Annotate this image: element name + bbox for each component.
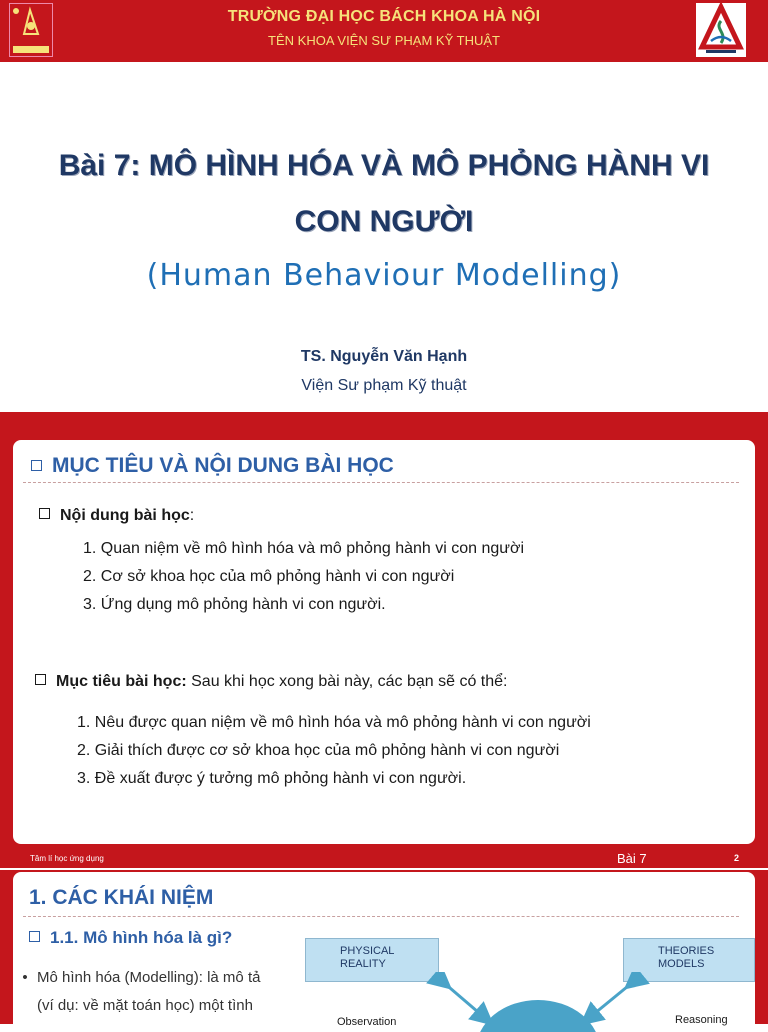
institute-emblem-icon <box>696 3 746 57</box>
university-name: TRƯỜNG ĐẠI HỌC BÁCH KHOA HÀ NỘI <box>227 8 541 25</box>
concepts-subheading <box>29 928 232 948</box>
theories-models-line2: MODELS <box>658 958 705 970</box>
goal-section-label <box>35 673 507 691</box>
content-list <box>83 535 524 619</box>
checkbox-bullet-icon <box>29 931 40 942</box>
physical-reality-line1: PHYSICAL <box>340 945 395 957</box>
concepts-card <box>13 872 755 1032</box>
footer-course-name: Tâm lí học ứng dụng <box>30 854 104 863</box>
footer-lesson: Bài 7 <box>617 851 647 866</box>
department-name: TÊN KHOA VIỆN SƯ PHẠM KỸ THUẬT <box>268 33 500 48</box>
objectives-card <box>13 440 755 844</box>
lecture-subtitle: (Human Behaviour Modelling) <box>146 258 622 293</box>
definition-line1: • Mô hình hóa (Modelling): là mô tả <box>13 964 305 992</box>
list-item: 2. Cơ sở khoa học của mô phỏng hành vi con người <box>83 568 455 585</box>
list-item: 1. Quan niệm về mô hình hóa và mô phỏng hành vi con người <box>83 540 525 557</box>
checkbox-bullet-icon <box>35 674 46 685</box>
title-slide <box>0 0 768 410</box>
physical-reality-line2: REALITY <box>340 958 386 970</box>
bullet-dot-icon: • <box>22 969 28 986</box>
checkbox-bullet-icon <box>31 460 42 471</box>
concepts-slide <box>0 870 768 1028</box>
list-item: 3. Ứng dụng mô phỏng hành vi con người. <box>83 596 386 613</box>
list-item: 2. Giải thích được cơ sở khoa học của mô phỏng hành vi con người <box>77 742 560 759</box>
objectives-slide <box>0 412 768 868</box>
author-name: TS. Nguyễn Văn Hạnh <box>300 348 468 365</box>
reasoning-label: Reasoning <box>675 1014 728 1026</box>
institute-logo <box>696 3 746 57</box>
objectives-heading <box>31 454 394 478</box>
content-label: Nội dung bài học <box>60 507 190 524</box>
footer-page-number: 2 <box>734 853 740 863</box>
divider <box>23 482 739 483</box>
lecture-title <box>30 138 738 250</box>
objectives-heading-text: MỤC TIÊU VÀ NỘI DUNG BÀI HỌC <box>52 454 394 477</box>
goal-text: Sau khi học xong bài này, các bạn sẽ có thể: <box>186 673 508 690</box>
slide-header <box>0 0 768 62</box>
observation-arrow <box>443 982 485 1018</box>
lecture-title-line1: Bài 7: MÔ HÌNH HÓA VÀ MÔ PHỎNG HÀNH VI <box>58 149 710 182</box>
goal-list <box>77 709 591 793</box>
definition-text <box>13 964 305 1020</box>
goal-label: Mục tiêu bài học: <box>56 673 187 690</box>
reasoning-arrow <box>589 982 633 1018</box>
theories-models-line1: THEORIES <box>658 945 715 957</box>
diagram-center-circle <box>476 1000 600 1032</box>
content-colon: : <box>189 507 195 524</box>
observation-label: Observation <box>337 1016 397 1028</box>
content-section-label <box>39 507 194 525</box>
checkbox-bullet-icon <box>39 508 50 519</box>
list-item: 3. Đề xuất được ý tưởng mô phỏng hành vi con người. <box>77 770 467 787</box>
list-item: 1. Nêu được quan niệm về mô hình hóa và mô phỏng hành vi con người <box>77 714 591 731</box>
concepts-subheading-text: 1.1. Mô hình hóa là gì? <box>50 928 233 947</box>
author-affiliation: Viện Sư phạm Kỹ thuật <box>301 377 467 394</box>
definition-line2: (ví dụ: về mặt toán học) một tình <box>37 997 253 1014</box>
lecture-title-line2: CON NGƯỜI <box>294 205 474 238</box>
divider <box>23 916 739 917</box>
concepts-heading: 1. CÁC KHÁI NIỆM <box>29 886 214 909</box>
